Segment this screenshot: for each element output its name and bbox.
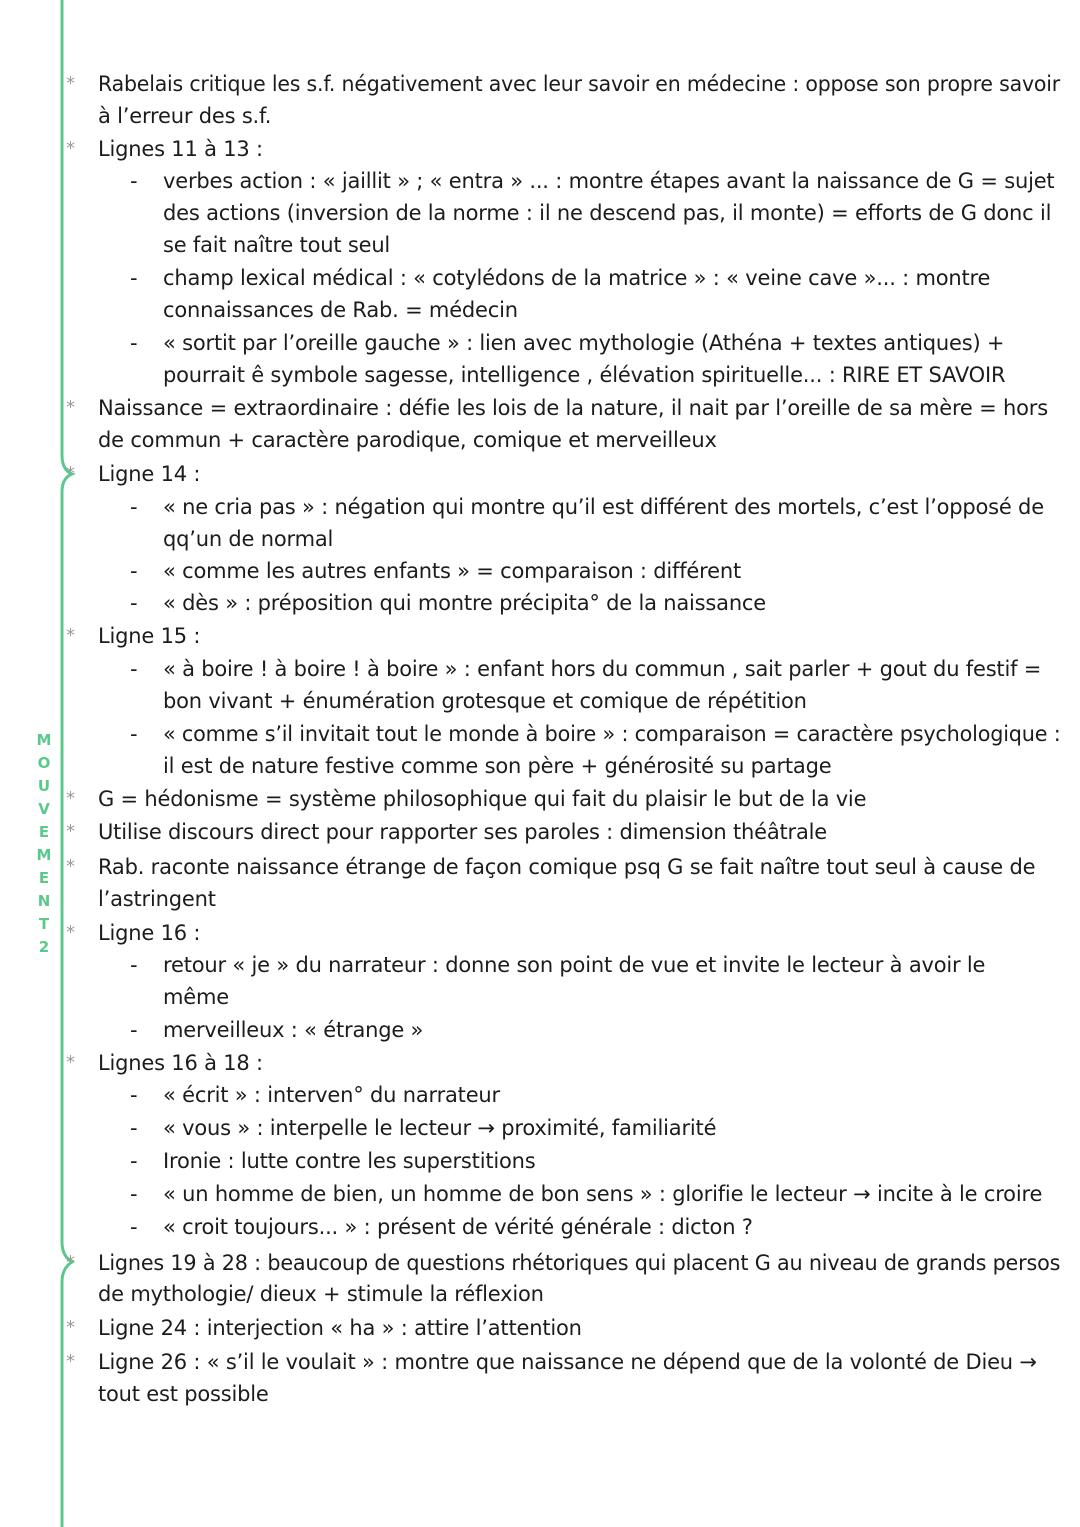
dash-marker: - [130, 266, 138, 290]
dash-marker: - [130, 1215, 138, 1239]
note-text: « un homme de bien, un homme de bon sens » : glorifie le lecteur → incite à le croire [163, 1182, 1043, 1206]
side-label-letter: O [37, 754, 51, 772]
note-text: même [163, 985, 229, 1009]
note-text: retour « je » du narrateur : donne son point de vue et invite le lecteur à avoir le [163, 953, 986, 977]
side-label-letter: M [36, 731, 52, 749]
note-text: se fait naître tout seul [163, 233, 391, 257]
note-text: de commun + caractère parodique, comique et merveilleux [98, 428, 717, 452]
side-label-letter: U [37, 777, 51, 795]
side-label-letter: M [36, 846, 52, 864]
dash-marker: - [130, 1018, 138, 1042]
dash-marker: - [130, 495, 138, 519]
note-text: G = hédonisme = système philosophique qui fait du plaisir le but de la vie [98, 787, 867, 811]
dash-marker: - [130, 1083, 138, 1107]
note-text: des actions (inversion de la norme : il ne descend pas, il monte) = efforts de G donc il [163, 201, 1052, 225]
note-text: « croit toujours... » : présent de vérité générale : dicton ? [163, 1215, 753, 1239]
note-text: Ironie : lutte contre les superstitions [163, 1149, 536, 1173]
side-label-letter: V [38, 800, 50, 818]
note-text: Ligne 26 : « s’il le voulait » : montre que naissance ne dépend que de la volonté de Dieu → [98, 1350, 1037, 1374]
bullet-marker: * [66, 1317, 75, 1338]
note-text: de mythologie/ dieux + stimule la réflexion [98, 1282, 544, 1306]
note-text: « écrit » : interven° du narrateur [163, 1083, 500, 1107]
note-text: « comme s’il invitait tout le monde à boire » : comparaison = caractère psychologique : [163, 722, 1061, 746]
note-text: Naissance = extraordinaire : défie les lois de la nature, il nait par l’oreille de sa mère = hors [98, 396, 1048, 420]
bullet-marker: * [66, 1351, 75, 1372]
note-text: merveilleux : « étrange » [163, 1018, 424, 1042]
side-label-letter: 2 [38, 938, 50, 956]
side-label-letter: E [38, 823, 50, 841]
side-label-letter: T [38, 915, 50, 933]
dash-marker: - [130, 591, 138, 615]
note-text: « à boire ! à boire ! à boire » : enfant hors du commun , sait parler + gout du festif = [163, 657, 1042, 681]
note-text: Utilise discours direct pour rapporter ses paroles : dimension théâtrale [98, 820, 828, 844]
dash-marker: - [130, 331, 138, 355]
note-text: « sortit par l’oreille gauche » : lien avec mythologie (Athéna + textes antiques) + [163, 331, 1005, 355]
bullet-marker: * [66, 922, 75, 943]
bullet-marker: * [66, 397, 75, 418]
note-text: « dès » : préposition qui montre précipita° de la naissance [163, 591, 766, 615]
bullet-marker: * [66, 625, 75, 646]
dash-marker: - [130, 559, 138, 583]
note-text: Rabelais critique les s.f. négativement avec leur savoir en médecine : oppose son propre savoir [98, 72, 1060, 96]
note-text: « vous » : interpelle le lecteur → proximité, familiarité [163, 1116, 717, 1140]
note-text: Ligne 16 : [98, 921, 201, 945]
bullet-marker: * [66, 1252, 75, 1273]
note-text: Ligne 14 : [98, 462, 201, 486]
dash-marker: - [130, 657, 138, 681]
bullet-marker: * [66, 138, 75, 159]
dash-marker: - [130, 1116, 138, 1140]
note-text: bon vivant + énumération grotesque et comique de répétition [163, 689, 807, 713]
note-text: tout est possible [98, 1382, 269, 1406]
note-text: connaissances de Rab. = médecin [163, 298, 518, 322]
bullet-marker: * [66, 788, 75, 809]
dash-marker: - [130, 1182, 138, 1206]
note-text: qq’un de normal [163, 527, 334, 551]
dash-marker: - [130, 1149, 138, 1173]
note-text: « ne cria pas » : négation qui montre qu’il est différent des mortels, c’est l’opposé de [163, 495, 1044, 519]
note-text: Ligne 24 : interjection « ha » : attire l’attention [98, 1316, 582, 1340]
note-text: pourrait ê symbole sagesse, intelligence , élévation spirituelle... : RIRE ET SAVOIR [163, 363, 1006, 387]
bullet-marker: * [66, 856, 75, 877]
note-text: il est de nature festive comme son père + générosité su partage [163, 754, 832, 778]
side-label-letter: N [37, 892, 51, 910]
bullet-marker: * [66, 1052, 75, 1073]
side-label-letter: E [38, 869, 50, 887]
note-text: Lignes 16 à 18 : [98, 1051, 263, 1075]
bullet-marker: * [66, 73, 75, 94]
note-text: verbes action : « jaillit » ; « entra » ... : montre étapes avant la naissance de G = sujet [163, 169, 1055, 193]
note-text: Ligne 15 : [98, 624, 201, 648]
note-text: à l’erreur des s.f. [98, 104, 272, 128]
dash-marker: - [130, 953, 138, 977]
note-text: l’astringent [98, 887, 216, 911]
note-text: Rab. raconte naissance étrange de façon comique psq G se fait naître tout seul à cause de [98, 855, 1036, 879]
bullet-marker: * [66, 463, 75, 484]
note-text: champ lexical médical : « cotylédons de la matrice » : « veine cave »... : montre [163, 266, 991, 290]
dash-marker: - [130, 169, 138, 193]
note-text: Lignes 11 à 13 : [98, 137, 263, 161]
note-text: « comme les autres enfants » = comparaison : différent [163, 559, 741, 583]
note-text: Lignes 19 à 28 : beaucoup de questions rhétoriques qui placent G au niveau de grands persos [98, 1251, 1061, 1275]
dash-marker: - [130, 722, 138, 746]
bullet-marker: * [66, 821, 75, 842]
